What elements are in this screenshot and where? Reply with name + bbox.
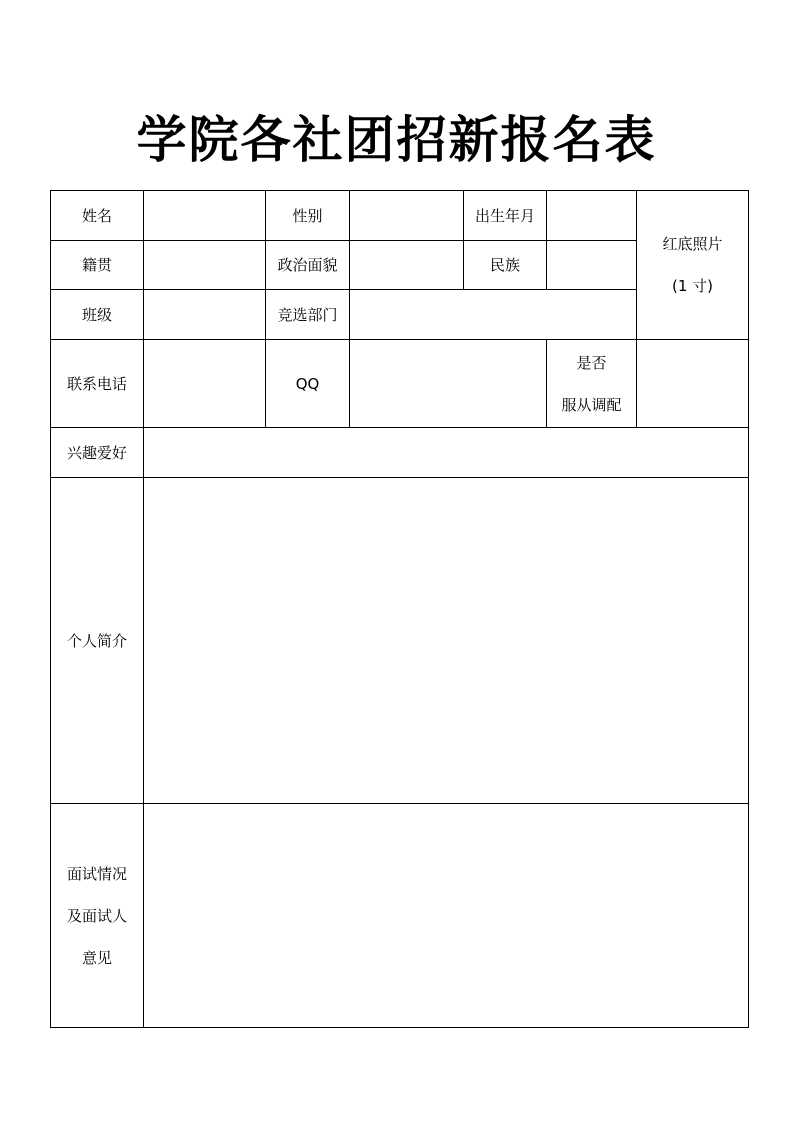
birth-field[interactable] <box>547 191 637 241</box>
birth-label: 出生年月 <box>464 191 547 241</box>
phone-label: 联系电话 <box>51 340 144 428</box>
gender-label: 性别 <box>266 191 350 241</box>
photo-box[interactable] <box>637 191 749 340</box>
table-row <box>51 340 749 428</box>
intro-label: 个人简介 <box>51 478 144 804</box>
phone-field[interactable] <box>144 340 266 428</box>
class-label: 班级 <box>51 290 144 340</box>
interview-label-line3: 意见 <box>81 948 112 967</box>
adjust-label-line2: 服从调配 <box>561 395 622 414</box>
intro-field[interactable] <box>144 478 749 804</box>
class-field[interactable] <box>144 290 266 340</box>
photo-label: 红底照片 <box>662 235 723 253</box>
table-row <box>51 478 749 804</box>
name-label: 姓名 <box>51 191 144 241</box>
table-row <box>51 428 749 478</box>
photo-size-label: (1 寸) <box>671 277 714 295</box>
qq-label: QQ <box>266 340 350 428</box>
name-field[interactable] <box>144 191 266 241</box>
interview-label <box>51 804 144 1028</box>
political-field[interactable] <box>350 241 464 290</box>
adjust-label <box>547 340 637 428</box>
qq-field[interactable] <box>350 340 547 428</box>
hometown-field[interactable] <box>144 241 266 290</box>
adjust-label-line1: 是否 <box>576 353 607 372</box>
page-title: 学院各社团招新报名表 <box>136 111 657 169</box>
table-row <box>51 804 749 1028</box>
interview-field[interactable] <box>144 804 749 1028</box>
hobby-field[interactable] <box>144 428 749 478</box>
registration-form-table <box>50 190 749 1028</box>
adjust-field[interactable] <box>637 340 749 428</box>
interview-label-line1: 面试情况 <box>66 864 127 883</box>
ethnicity-field[interactable] <box>547 241 637 290</box>
political-label: 政治面貌 <box>266 241 350 290</box>
ethnicity-label: 民族 <box>464 241 547 290</box>
hobby-label: 兴趣爱好 <box>51 428 144 478</box>
table-row <box>51 191 749 241</box>
interview-label-line2: 及面试人 <box>66 906 127 925</box>
gender-field[interactable] <box>350 191 464 241</box>
hometown-label: 籍贯 <box>51 241 144 290</box>
department-field[interactable] <box>350 290 637 340</box>
department-label: 竞选部门 <box>266 290 350 340</box>
